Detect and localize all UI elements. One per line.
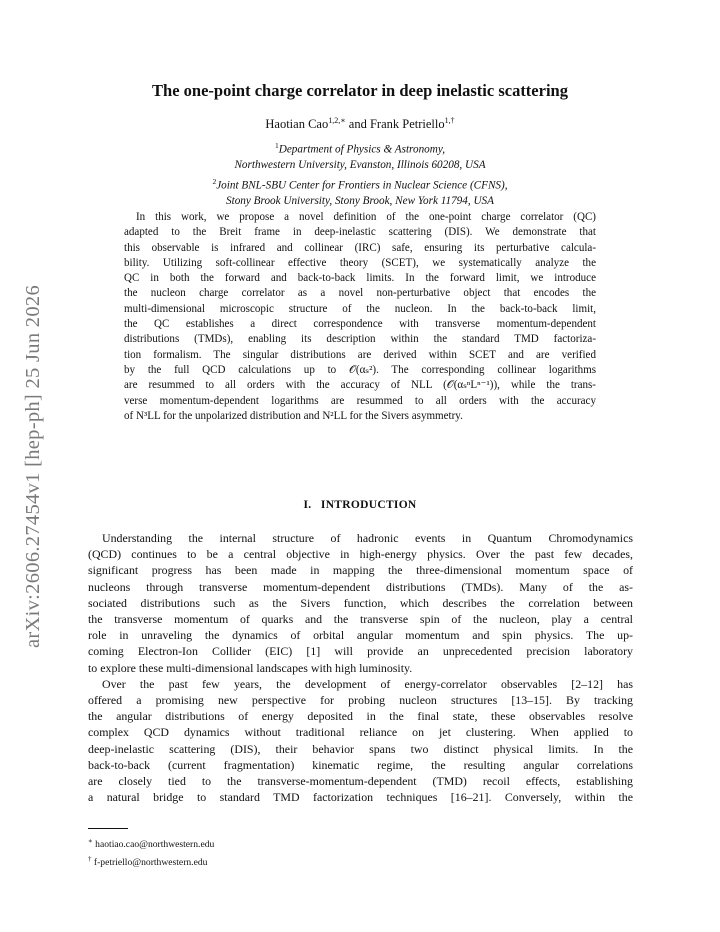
body-line: deep-inelastic scattering (DIS), their behavior spans two distinct physical limits. In the: [88, 741, 633, 756]
abstract-line: adapted to the Breit frame in deep-inelastic scattering (DIS). We demonstrate that: [124, 226, 596, 239]
affiliation-marker: 1: [275, 141, 279, 150]
body-line: are closely tied to the transverse-momentum-dependent (TMD) recoil effects, establishing: [88, 774, 633, 789]
body-line: Understanding the internal structure of hadronic events in Quantum Chromodynamics: [102, 531, 633, 545]
abstract-line: the QC establishes a direct correspondence with transverse momentum-dependent: [124, 318, 596, 331]
body-line: offered a promising new perspective for probing nucleon structures [13–15]. By tracking: [88, 693, 633, 708]
affiliation-line: [0, 174, 720, 194]
abstract-line: multi-dimensional microscopic structure of the nucleon. In the back-to-back limit,: [124, 302, 596, 315]
arxiv-sidebar-stamp: [20, 256, 46, 676]
footnote-marker: ∗: [88, 837, 93, 845]
author-affil-marker: 1,2,∗: [328, 116, 346, 125]
abstract-line: bility. Utilizing soft-collinear effective theory (SCET), we systematically analyze the: [124, 256, 596, 269]
body-line: significant progress has been made in mapping the three-dimensional momentum space of: [88, 563, 633, 578]
abstract-line: by the full QCD calculations up to 𝒪(αₛ²). The corresponding collinear logarithms: [124, 363, 596, 376]
footnote-marker: †: [88, 855, 92, 864]
body-line: a natural bridge to standard TMD factorization techniques [16–21]. Conversely, within the: [88, 790, 633, 805]
author-name: Haotian Cao: [265, 117, 329, 132]
affiliation-marker: 2: [212, 176, 217, 186]
footnote-rule: [88, 828, 128, 829]
footnote-email[interactable]: haotiao.cao@northwestern.edu: [95, 839, 215, 851]
abstract-line: the nucleon charge correlator as a novel non-perturbative object that encodes the: [124, 287, 596, 300]
footnote-email[interactable]: f-petriello@northwestern.edu: [93, 857, 208, 869]
footnotes: [88, 834, 214, 870]
body-line: the angular distributions of energy deposited in the final state, these observables resolve: [88, 709, 633, 724]
affiliation-line: [0, 158, 720, 174]
affiliation-text: Stony Brook University, Stony Brook, New York 11794, USA: [226, 195, 494, 208]
body-line: nucleons through transverse momentum-dependent distributions (TMDs). Many of the as-: [88, 579, 633, 594]
abstract-line: of N³LL for the unpolarized distribution and N²LL for the Sivers asymmetry.: [124, 409, 463, 422]
author-affil-marker: 1,†: [444, 116, 455, 125]
body-line: sociated distributions such as the Sivers function, which describes the correlation between: [88, 595, 633, 610]
author-separator: and: [345, 117, 370, 132]
body-line: role in unraveling the dynamics of orbital angular momentum and spin physics. The up-: [88, 628, 633, 643]
abstract-line: verse momentum-dependent logarithms are resummed to all orders with the accuracy: [124, 394, 596, 407]
body-line: coming Electron-Ion Collider (EIC) [1] will provide an unprecedented precision laboratory: [88, 644, 633, 659]
affiliation-line: [0, 138, 720, 158]
body-line: the transverse momentum of quarks and the transverse spin of the nucleon, play a central: [88, 612, 633, 627]
affiliation-line: [0, 194, 720, 210]
author-line: [0, 116, 720, 132]
body-text: [88, 530, 633, 805]
section-heading: I. INTRODUCTION: [303, 499, 417, 511]
affiliation-text: Department of Physics & Astronomy,: [278, 143, 445, 156]
abstract-line: this observable is infrared and collinear (IRC) safe, ensuring its perturbative calcula-: [124, 241, 596, 254]
abstract: [124, 210, 596, 424]
affiliation-text: Joint BNL-SBU Center for Frontiers in Nuclear Science (CFNS),: [216, 179, 508, 192]
body-line: complex QCD dynamics without traditional reliance on jet clustering. When applied to: [88, 725, 633, 740]
footnote: [88, 852, 214, 870]
abstract-line: QC in both the forward and back-to-back limits. In the forward limit, we introduce: [124, 272, 596, 285]
body-line: (QCD) continues to be a central objective in high-energy physics. Over the past few decades,: [88, 547, 633, 562]
body-line: to explore these multi-dimensional landscapes with high luminosity.: [88, 660, 413, 675]
affiliations: [0, 138, 720, 210]
abstract-line: distributions (TMDs), enabling its description within the standard TMD factoriza-: [124, 333, 596, 346]
affiliation-text: Northwestern University, Evanston, Illinois 60208, USA: [234, 159, 486, 172]
body-line: back-to-back (current fragmentation) kinematic regime, the resulting angular correlations: [88, 757, 633, 772]
paper-title: The one-point charge correlator in deep inelastic scattering: [152, 81, 568, 100]
footnote: [88, 834, 214, 852]
abstract-line: tion formalism. The singular distributions are derived within SCET and are verified: [124, 348, 596, 361]
body-line: Over the past few years, the development of energy-correlator observables [2–12] has: [102, 676, 633, 691]
arxiv-id: arXiv:2606.27454v1 [hep-ph] 25 Jun 2026: [21, 284, 44, 648]
author-name: Frank Petriello: [369, 117, 445, 132]
abstract-line: are resummed to all orders with the accuracy of NLL (𝒪(αₛⁿLⁿ⁻¹)), while the trans-: [124, 379, 596, 392]
abstract-line: In this work, we propose a novel definition of the one-point charge correlator (QC): [136, 211, 596, 223]
